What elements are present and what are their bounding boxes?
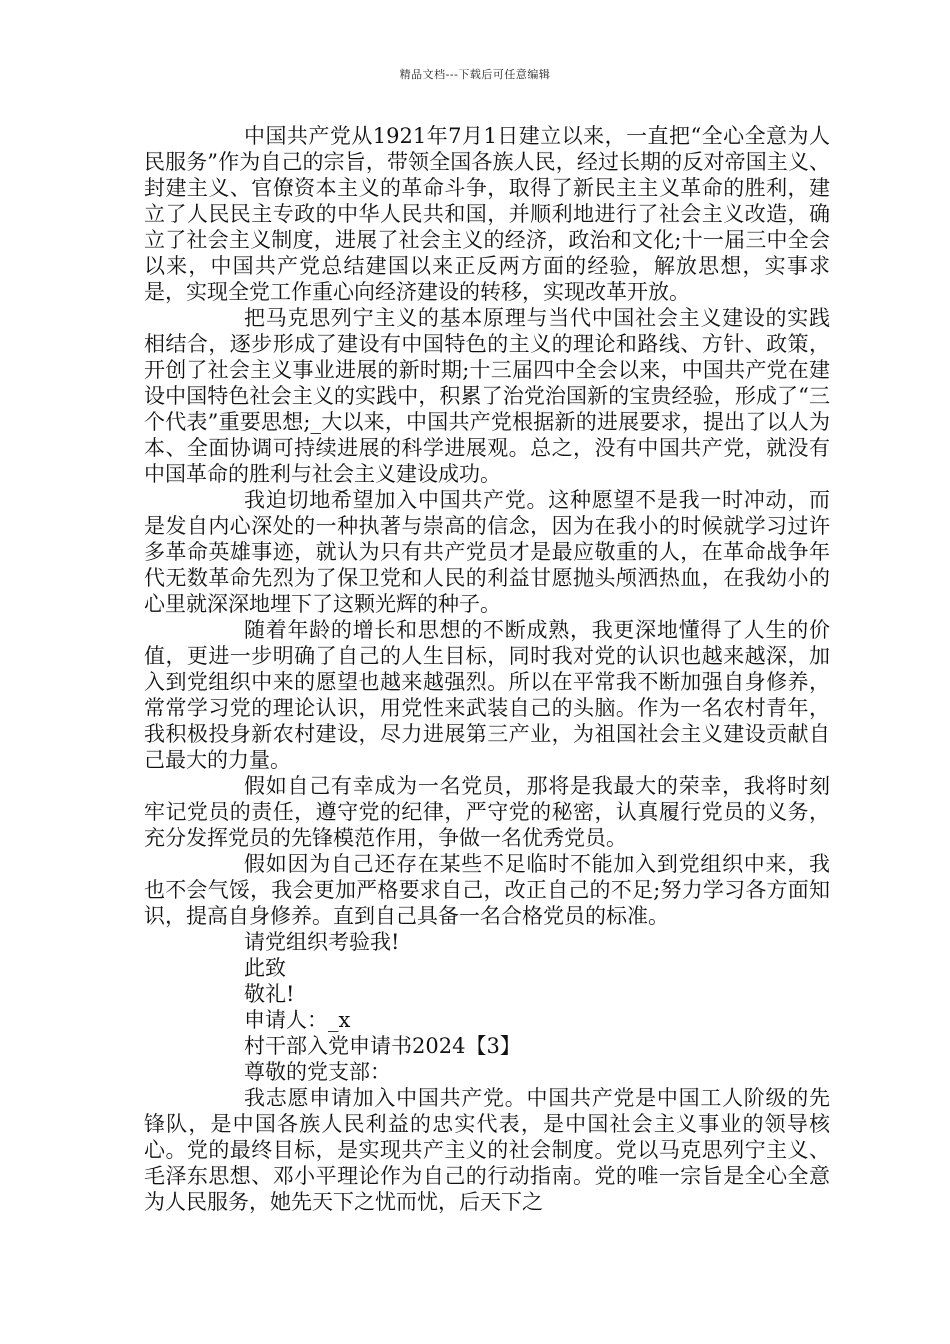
- closing-request: 请党组织考验我!: [244, 930, 400, 954]
- closing-salute: 此致: [244, 956, 286, 980]
- section-salutation: 尊敬的党支部：: [244, 1060, 391, 1084]
- paragraph-growth: 随着年龄的增长和思想的不断成熟，我更深地懂得了人生的价值，更进一步明确了自己的人生目标，同时我对党的认识也越来越深，加入到党组织中来的愿望也越来越强烈。所以在平常我不断加强自身修养，常常学习党的理论认识，用党性来武装自己的头脑。作为一名农村青年，我积极投身新农村建设，尽力进展第三产业，为祖国社会主义建设贡献自己最大的力量。: [144, 618, 830, 772]
- paragraph-resolve: 假如因为自己还存在某些不足临时不能加入到党组织中来，我也不会气馁，我会更加严格要求自己，改正自己的不足;努力学习各方面知识，提高自身修养。直到自己具备一名合格党员的标准。: [144, 852, 830, 928]
- paragraph-commitment: 假如自己有幸成为一名党员，那将是我最大的荣幸，我将时刻牢记党员的责任，遵守党的纪律，严守党的秘密，认真履行党员的义务，充分发挥党员的先锋模范作用，争做一名优秀党员。: [144, 774, 830, 850]
- paragraph-application: 我志愿申请加入中国共产党。中国共产党是中国工人阶级的先锋队，是中国各族人民利益的忠实代表，是中国社会主义事业的领导核心。党的最终目标，是实现共产主义的社会制度。党以马克思列宁主义、毛泽东思想、邓小平理论作为自己的行动指南。党的唯一宗旨是全心全意为人民服务，她先天下之忧而忧，后天下之: [144, 1086, 830, 1214]
- section-title: 村干部入党申请书2024【3】: [244, 1034, 521, 1058]
- closing-regards: 敬礼!: [244, 982, 295, 1006]
- paragraph-history: 中国共产党从1921年7月1日建立以来，一直把“全心全意为人民服务”作为自己的宗旨，带领全国各族人民，经过长期的反对帝国主义、封建主义、官僚资本主义的革命斗争，取得了新民主主义革命的胜利，建立了人民民主专政的中华人民共和国，并顺利地进行了社会主义改造，确立了社会主义制度，进展了社会主义的经济，政治和文化;十一届三中全会以来，中国共产党总结建国以来正反两方面的经验，解放思想，实事求是，实现全党工作重心向经济建设的转移，实现改革开放。: [144, 124, 830, 304]
- document-body: [144, 123, 830, 1215]
- page-header: 精品文档---下载后可任意编辑: [399, 68, 551, 81]
- applicant-signature: 申请人：_x: [244, 1008, 351, 1032]
- paragraph-theory: 把马克思列宁主义的基本原理与当代中国社会主义建设的实践相结合，逐步形成了建设有中国特色的主义的理论和路线、方针、政策，开创了社会主义事业进展的新时期;十三届四中全会以来，中国共产党在建设中国特色社会主义的实践中，积累了治党治国新的宝贵经验，形成了“三个代表”重要思想;_大以来，中国共产党根据新的进展要求，提出了以人为本、全面协调可持续进展的科学进展观。总之，没有中国共产党，就没有中国革命的胜利与社会主义建设成功。: [144, 306, 830, 486]
- paragraph-aspiration: 我迫切地希望加入中国共产党。这种愿望不是我一时冲动，而是发自内心深处的一种执著与崇高的信念，因为在我小的时候就学习过许多革命英雄事迹，就认为只有共产党员才是最应敬重的人，在革命战争年代无数革命先烈为了保卫党和人民的利益甘愿抛头颅洒热血，在我幼小的心里就深深地埋下了这颗光辉的种子。: [144, 488, 830, 616]
